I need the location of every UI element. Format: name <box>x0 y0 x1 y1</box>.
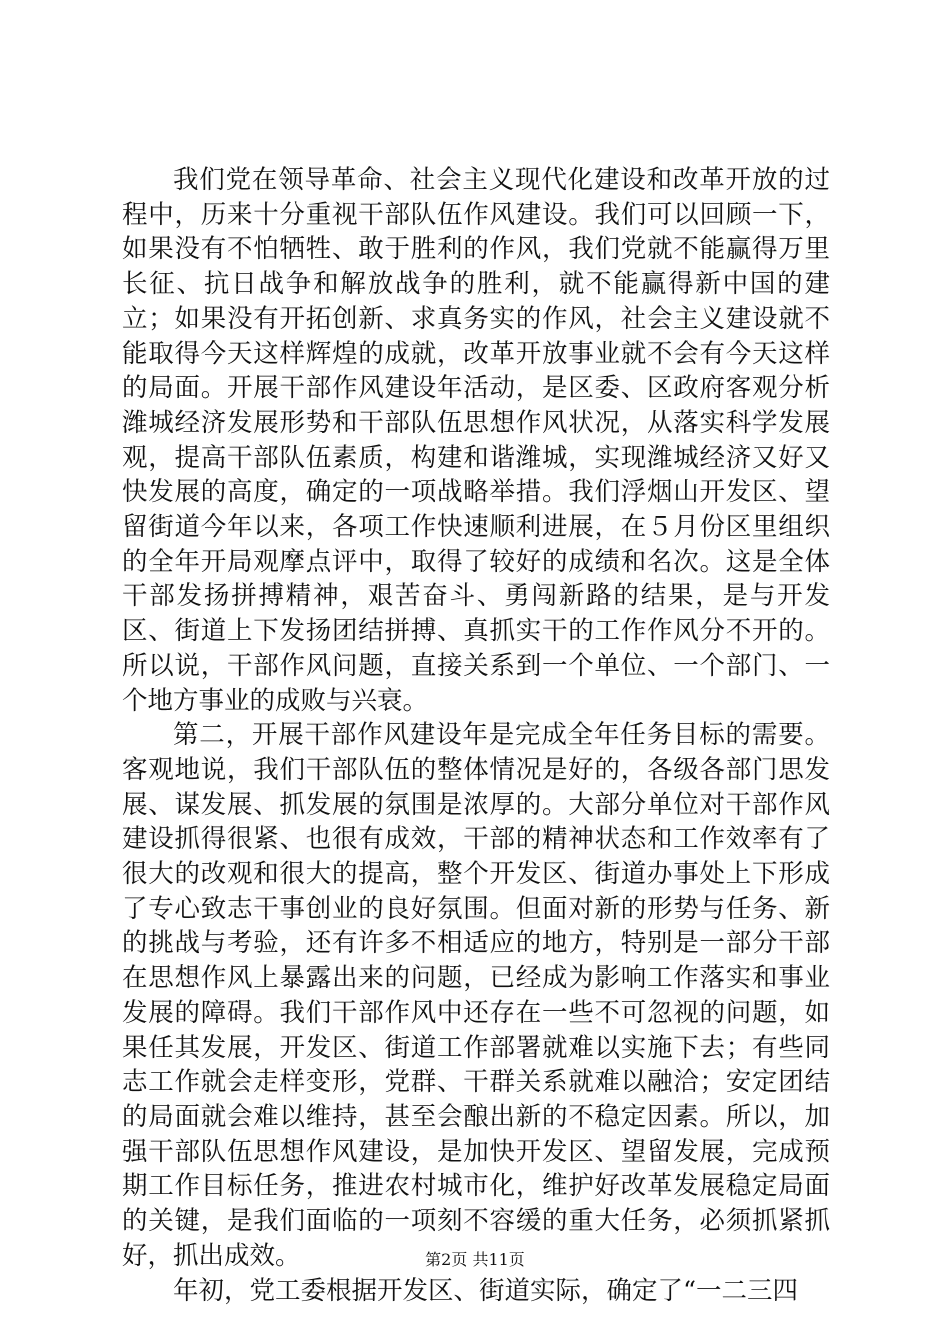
paragraph-2: 第二，开展干部作风建设年是完成全年任务目标的需要。客观地说，我们干部队伍的整体情况是好的，各级各部门思发展、谋发展、抓发展的氛围是浓厚的。大部分单位对干部作风建设抓得很紧、也很有成效，干部的精神状态和工作效率有了很大的改观和很大的提高，整个开发区、街道办事处上下形成了专心致志干事创业的良好氛围。但面对新的形势与任务、新的挑战与考验，还有许多不相适应的地方，特别是一部分干部在思想作风上暴露出来的问题，已经成为影响工作落实和事业发展的障碍。我们干部作风中还存在一些不可忽视的问题，如果任其发展，开发区、街道工作部署就难以实施下去；有些同志工作就会走样变形，党群、干群关系就难以融洽；安定团结的局面就会难以维持，甚至会酿出新的不稳定因素。所以，加强干部队伍思想作风建设，是加快开发区、望留发展，完成预期工作目标任务，推进农村城市化，维护好改革发展稳定局面的关键，是我们面临的一项刻不容缓的重大任务，必须抓紧抓好，抓出成效。 <box>122 720 830 1271</box>
paragraph-3: 年初，党工委根据开发区、街道实际，确定了“一二三四 <box>173 1275 799 1306</box>
document-body <box>122 163 830 1308</box>
paragraph-1: 我们党在领导革命、社会主义现代化建设和改革开放的过程中，历来十分重视干部队伍作风建设。我们可以回顾一下，如果没有不怕牺牲、敢于胜利的作风，我们党就不能赢得万里长征、抗日战争和解放战争的胜利，就不能赢得新中国的建立；如果没有开拓创新、求真务实的作风，社会主义建设就不能取得今天这样辉煌的成就，改革开放事业就不会有今天这样的局面。开展干部作风建设年活动，是区委、区政府客观分析潍城经济发展形势和干部队伍思想作风状况，从落实科学发展观，提高干部队伍素质，构建和谐潍城，实现潍城经济又好又快发展的高度，确定的一项战略举措。我们浮烟山开发区、望留街道今年以来，各项工作快速顺利进展，在５月份区里组织的全年开局观摩点评中，取得了较好的成绩和名次。这是全体干部发扬拼搏精神，艰苦奋斗、勇闯新路的结果，是与开发区、街道上下发扬团结拼搏、真抓实干的工作作风分不开的。所以说，干部作风问题，直接关系到一个单位、一个部门、一个地方事业的成败与兴衰。 <box>122 165 830 716</box>
page-number-footer: 第2页 共11页 <box>425 1250 525 1269</box>
